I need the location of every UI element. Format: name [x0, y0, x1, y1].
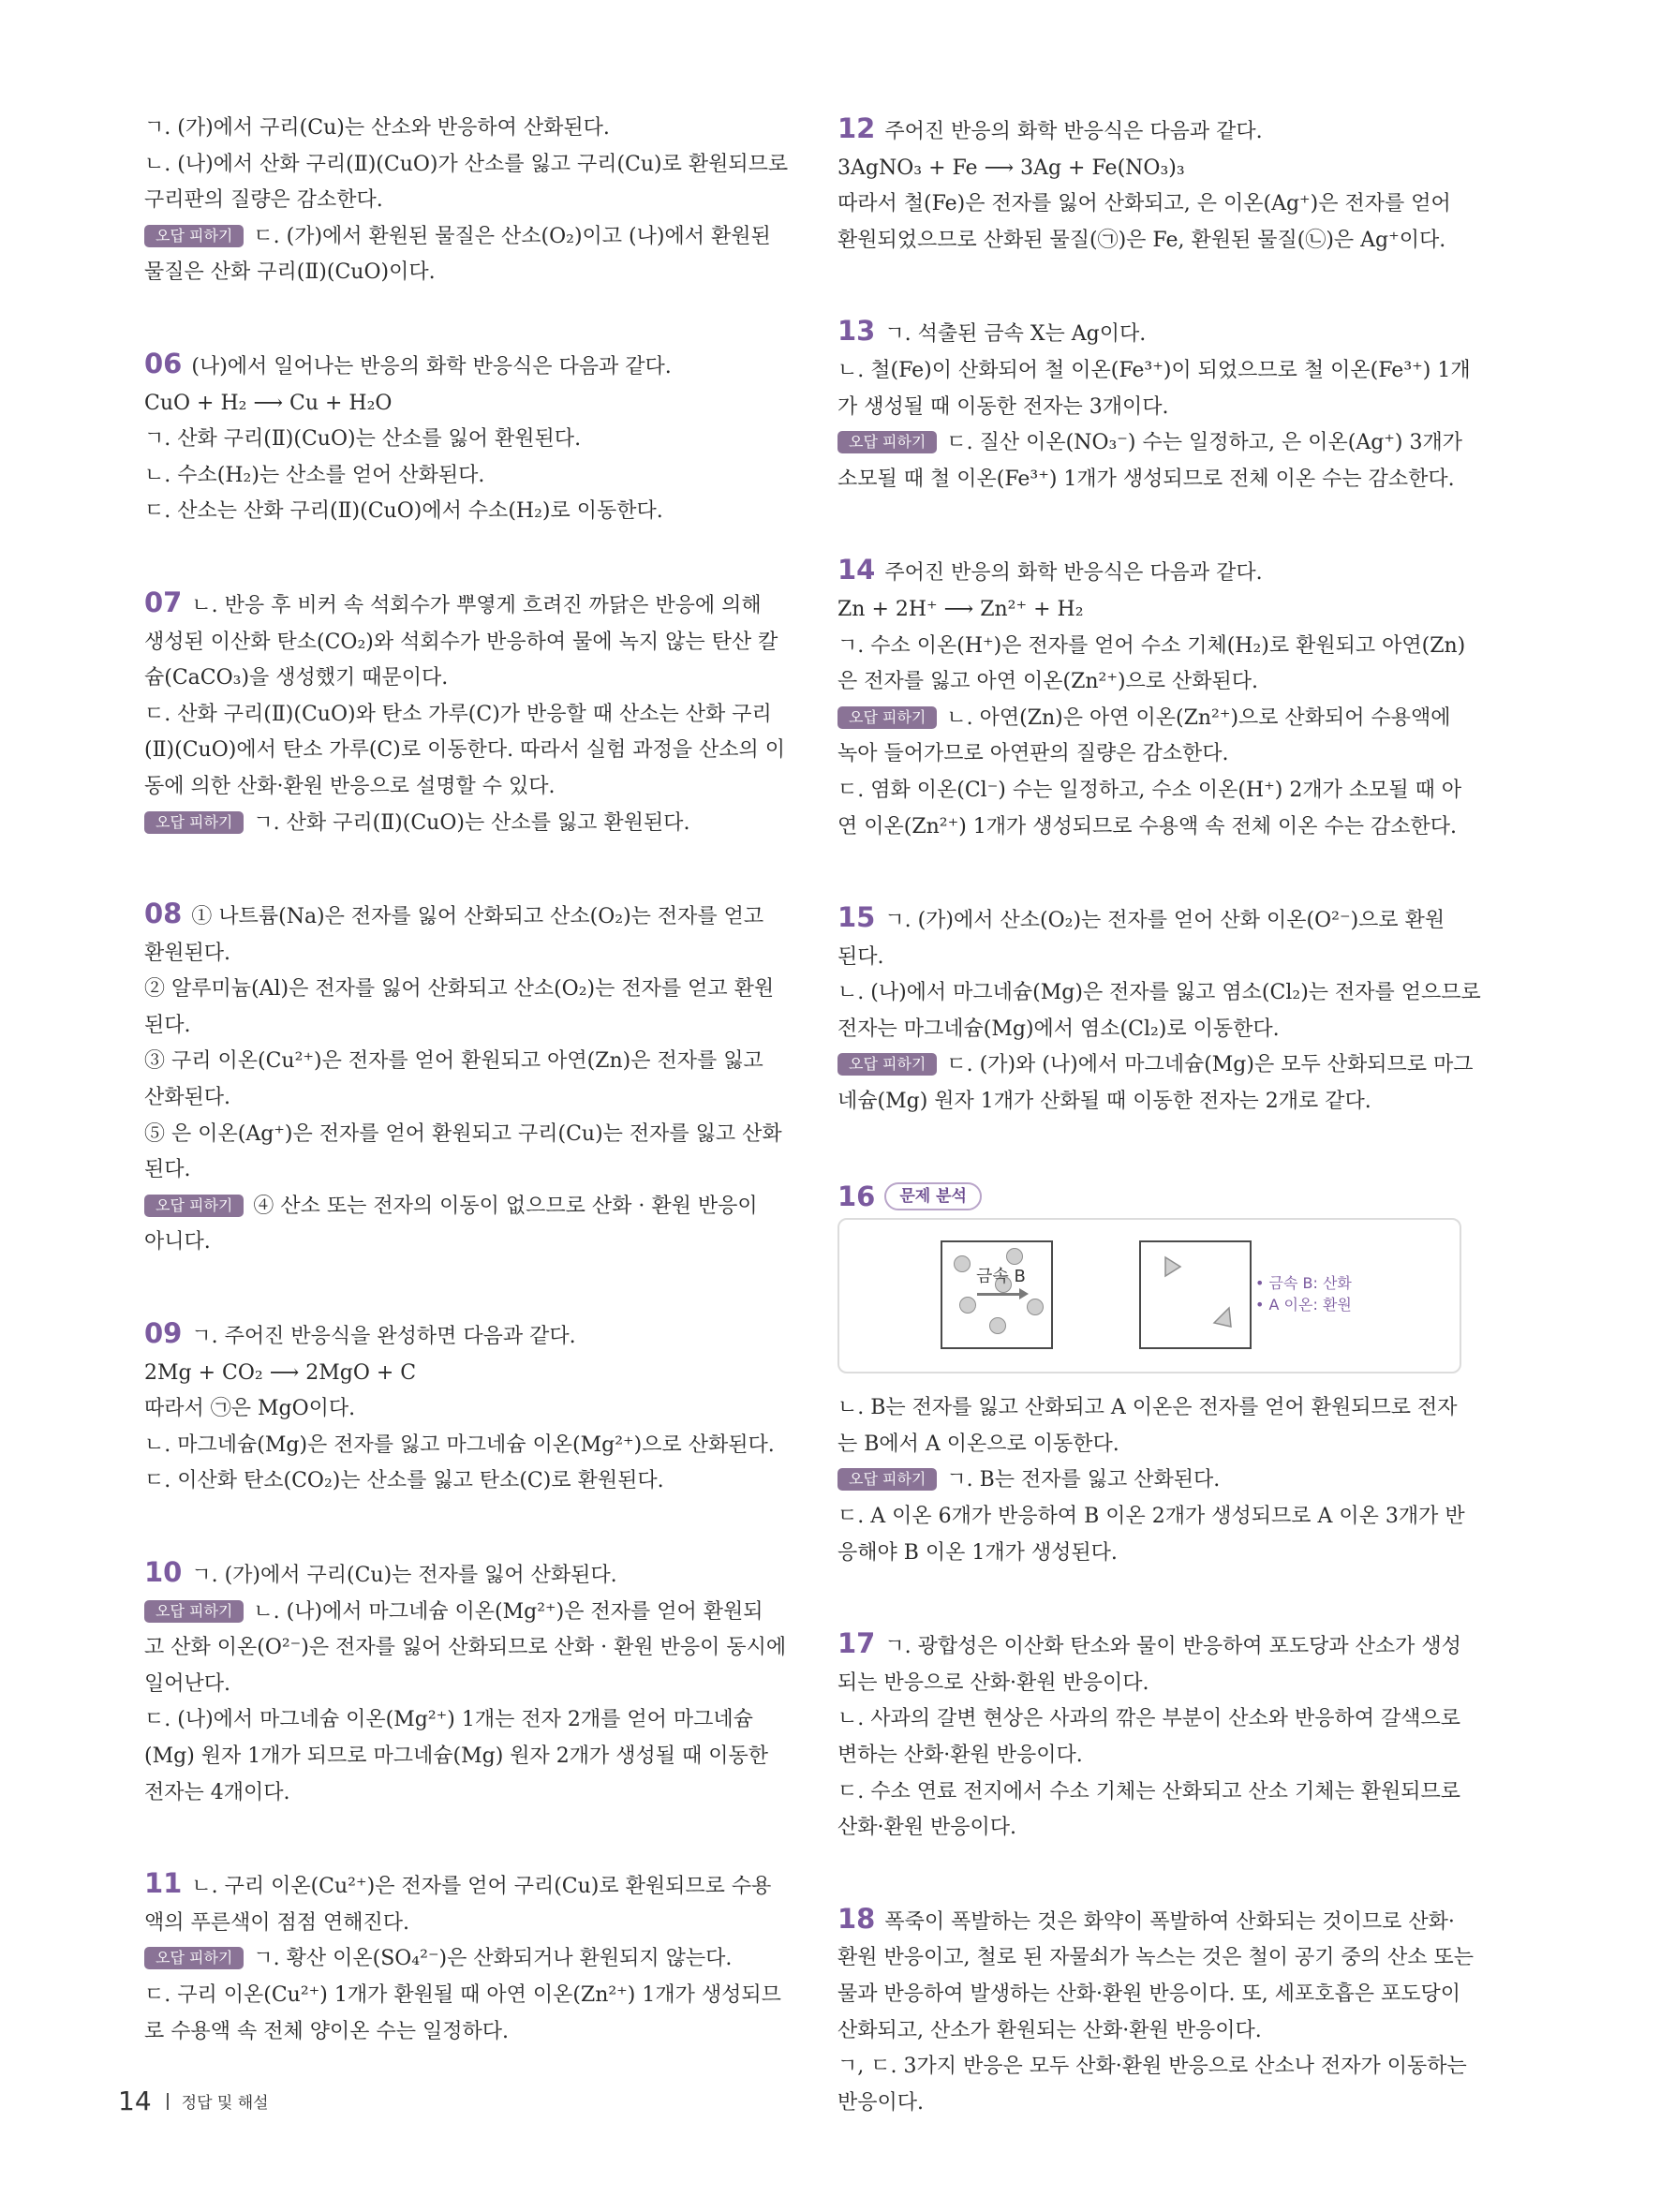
text-line: 아니다. [144, 1230, 211, 1254]
text-line: ㄴ. 수소(H₂)는 산소를 얻어 산화된다. [144, 463, 485, 487]
text-line: ㄷ. 산소는 산화 구리(Ⅱ)(CuO)에서 수소(H₂)로 이동한다. [144, 499, 663, 524]
answer-17 [837, 1626, 1460, 1847]
a-ion [954, 1255, 971, 1272]
reaction-figure [837, 1218, 1461, 1373]
question-number: 12 [837, 112, 876, 144]
avoid-badge: 오답 피하기 [837, 1468, 937, 1491]
text-line: ④ 산소 또는 전자의 이동이 없으므로 산화 · 환원 반응이 [253, 1194, 758, 1218]
answer-16 [837, 1179, 1465, 1572]
text-line: 산화된다. [144, 1086, 231, 1110]
text-line: ㄱ. 산화 구리(Ⅱ)(CuO)는 산소를 잃고 환원된다. [253, 810, 690, 835]
text-line: ㄱ. 주어진 반응식을 완성하면 다음과 같다. [191, 1325, 576, 1349]
question-number: 18 [837, 1902, 876, 1935]
beaker-after [1139, 1240, 1252, 1349]
note-metal-b: • 금속 B: 산화 [1255, 1274, 1352, 1293]
text-line: (Ⅱ)(CuO)에서 탄소 가루(C)로 이동한다. 따라서 실험 과정을 산소의 이 [144, 738, 786, 763]
text-line: ㄴ. 반응 후 비커 속 석회수가 뿌옇게 흐려진 까닭은 반응에 의해 [191, 593, 762, 617]
text-line: ㄱ, ㄷ. 3가지 반응은 모두 산화·환원 반응으로 산소나 전자가 이동하는 [837, 2055, 1467, 2079]
text-line: 산화·환원 반응이다. [837, 1816, 1016, 1840]
text-line: ㄱ. 광합성은 이산화 탄소와 물이 반응하여 포도당과 산소가 생성 [884, 1635, 1461, 1659]
text-line: 생성된 이산화 탄소(CO₂)와 석회수가 반응하여 물에 녹지 않는 탄산 칼 [144, 630, 778, 654]
text-line: 되는 반응으로 산화·환원 반응이다. [837, 1670, 1149, 1695]
answer-07 [144, 585, 786, 841]
text-line: 물질은 산화 구리(Ⅱ)(CuO)이다. [144, 260, 436, 285]
a-ion [1027, 1299, 1044, 1315]
text-line: ㄱ. 수소 이온(H⁺)은 전자를 얻어 수소 기체(H₂)로 환원되고 아연(Zn) [837, 633, 1466, 658]
answer-08 [144, 896, 782, 1261]
text-line: 네슘(Mg) 원자 1개가 산화될 때 이동한 전자는 2개로 같다. [837, 1090, 1371, 1114]
text-line: 된다. [837, 944, 884, 969]
text-line: ㄴ. 아연(Zn)은 아연 이온(Zn²⁺)으로 산화되어 수용액에 [946, 705, 1451, 730]
avoid-badge: 오답 피하기 [144, 1947, 244, 1969]
text-line: ① 나트륨(Na)은 전자를 잃어 산화되고 산소(O₂)는 전자를 얻고 [191, 905, 764, 929]
text-line: 구리판의 질량은 감소한다. [144, 188, 383, 213]
equation: CuO + H₂ ⟶ Cu + H₂O [144, 391, 393, 415]
equation: 2Mg + CO₂ ⟶ 2MgO + C [144, 1360, 417, 1385]
answer-05 [144, 111, 789, 291]
text-line: ㄱ. 산화 구리(Ⅱ)(CuO)는 산소를 잃어 환원된다. [144, 427, 582, 452]
text-line: ㄴ. 철(Fe)이 산화되어 철 이온(Fe³⁺)이 되었으므로 철 이온(Fe³⁺) 1개 [837, 358, 1471, 382]
text-line: ㄷ. 구리 이온(Cu²⁺) 1개가 환원될 때 아연 이온(Zn²⁺) 1개가 생성되므 [144, 1982, 781, 2007]
text-line: ㄷ. 염화 이온(Cl⁻) 수는 일정하고, 수소 이온(H⁺) 2개가 소모될 때 아 [837, 778, 1462, 802]
text-line: 응해야 B 이온 1개가 생성된다. [837, 1540, 1118, 1565]
text-line: ③ 구리 이온(Cu²⁺)은 전자를 얻어 환원되고 아연(Zn)은 전자를 잃고 [144, 1049, 763, 1074]
answer-12 [837, 111, 1460, 259]
text-line: 따라서 철(Fe)은 전자를 잃어 산화되고, 은 이온(Ag⁺)은 전자를 얻어 [837, 192, 1451, 216]
avoid-badge: 오답 피하기 [837, 431, 937, 453]
footer-divider [167, 2093, 169, 2110]
text-line: ㄱ. 석출된 금속 X는 Ag이다. [884, 322, 1147, 347]
text-line: ㄷ. 수소 연료 전지에서 수소 기체는 산화되고 산소 기체는 환원되므로 [837, 1779, 1460, 1804]
a-ion [959, 1297, 976, 1314]
answer-18 [837, 1901, 1474, 2122]
text-line: 따라서 ㉠은 MgO이다. [144, 1397, 356, 1421]
text-line: 은 전자를 잃고 아연 이온(Zn²⁺)으로 산화된다. [837, 670, 1259, 694]
text-line: ㄴ. 마그네슘(Mg)은 전자를 잃고 마그네슘 이온(Mg²⁺)으로 산화된다. [144, 1433, 775, 1457]
text-line: 액의 푸른색이 점점 연해진다. [144, 1910, 409, 1935]
text-line: 환원되었으므로 산화된 물질(㉠)은 Fe, 환원된 물질(㉡)은 Ag⁺이다. [837, 228, 1446, 252]
left-column [144, 111, 789, 2050]
equation: 3AgNO₃ + Fe ⟶ 3Ag + Fe(NO₃)₃ [837, 156, 1185, 180]
avoid-badge: 오답 피하기 [837, 1053, 937, 1076]
text-line: 물과 반응하여 발생하는 산화·환원 반응이다. 또, 세포호흡은 포도당이 [837, 1982, 1460, 2006]
text-line: ㄴ. B는 전자를 잃고 산화되고 A 이온은 전자를 얻어 환원되므로 전자 [837, 1396, 1458, 1420]
text-line: ㄷ. (나)에서 마그네슘 이온(Mg²⁺) 1개는 전자 2개를 얻어 마그네슘 [144, 1708, 753, 1732]
avoid-badge: 오답 피하기 [144, 1600, 244, 1623]
text-line: ㄱ. 황산 이온(SO₄²⁻)은 산화되거나 환원되지 않는다. [253, 1947, 733, 1971]
question-number: 10 [144, 1556, 183, 1588]
page-footer [118, 2086, 269, 2116]
text-line: 주어진 반응의 화학 반응식은 다음과 같다. [884, 561, 1263, 586]
question-number: 17 [837, 1627, 876, 1660]
answer-14 [837, 552, 1466, 845]
equation: Zn + 2H⁺ ⟶ Zn²⁺ + H₂ [837, 597, 1084, 621]
text-line: 가 생성될 때 이동한 전자는 3개이다. [837, 394, 1169, 419]
b-ion-triangle [1165, 1257, 1180, 1276]
text-line: 연 이온(Zn²⁺) 1개가 생성되므로 수용액 속 전체 이온 수는 감소한다. [837, 814, 1458, 839]
text-line: (Mg) 원자 1개가 되므로 마그네슘(Mg) 원자 2개가 생성될 때 이동한 [144, 1744, 769, 1768]
text-line: 환원 반응이고, 철로 된 자물쇠가 녹스는 것은 철이 공기 중의 산소 또는 [837, 1946, 1474, 1970]
text-line: ㄴ. (나)에서 마그네슘(Mg)은 전자를 잃고 염소(Cl₂)는 전자를 얻으므로 [837, 981, 1481, 1005]
text-line: ㄷ. 산화 구리(Ⅱ)(CuO)와 탄소 가루(C)가 반응할 때 산소는 산화 구리 [144, 702, 772, 726]
text-line: ㄱ. B는 전자를 잃고 산화된다. [946, 1468, 1221, 1492]
question-number: 06 [144, 347, 183, 379]
text-line: 전자는 마그네슘(Mg)에서 염소(Cl₂)로 이동한다. [837, 1017, 1280, 1041]
text-line: ② 알루미늄(Al)은 전자를 잃어 산화되고 산소(O₂)는 전자를 얻고 환원 [144, 977, 775, 1002]
question-number: 15 [837, 901, 876, 934]
page-number: 14 [118, 2086, 152, 2116]
text-line: 전자는 4개이다. [144, 1780, 290, 1804]
answer-11 [144, 1865, 781, 2050]
answer-15 [837, 899, 1481, 1121]
right-column [837, 111, 1481, 2121]
text-line: 산화되고, 산소가 환원되는 산화·환원 반응이다. [837, 2018, 1262, 2042]
question-number: 14 [837, 554, 876, 586]
text-line: ⑤ 은 이온(Ag⁺)은 전자를 얻어 환원되고 구리(Cu)는 전자를 잃고 산화 [144, 1121, 782, 1146]
answer-06 [144, 346, 767, 530]
text-line: ㄴ. (나)에서 마그네슘 이온(Mg²⁺)은 전자를 얻어 환원되 [253, 1599, 763, 1624]
text-line: 고 산화 이온(O²⁻)은 전자를 잃어 산화되므로 산화 · 환원 반응이 동시에 [144, 1636, 787, 1660]
text-line: 로 수용액 속 전체 양이온 수는 일정하다. [144, 2019, 509, 2043]
answer-10 [144, 1554, 787, 1811]
text-line: 동에 의한 산화·환원 반응으로 설명할 수 있다. [144, 774, 556, 798]
text-line: 소모될 때 철 이온(Fe³⁺) 1개가 생성되므로 전체 이온 수는 감소한다. [837, 467, 1455, 491]
avoid-badge: 오답 피하기 [144, 225, 244, 247]
avoid-badge: 오답 피하기 [837, 706, 937, 729]
text-line: ㄷ. A 이온 6개가 반응하여 B 이온 2개가 생성되므로 A 이온 3개가 반 [837, 1505, 1465, 1529]
avoid-badge: 오답 피하기 [144, 811, 244, 834]
text-line: ㄷ. 이산화 탄소(CO₂)는 산소를 잃고 탄소(C)로 환원된다. [144, 1469, 664, 1493]
text-line: ㄴ. 사과의 갈변 현상은 사과의 깎은 부분이 산소와 반응하여 갈색으로 [837, 1707, 1460, 1731]
avoid-badge: 오답 피하기 [144, 1195, 244, 1217]
text-line: 녹아 들어가므로 아연판의 질량은 감소한다. [837, 742, 1229, 766]
text-line: 일어난다. [144, 1671, 231, 1696]
text-line: ㄴ. (나)에서 산화 구리(Ⅱ)(CuO)가 산소를 잃고 구리(Cu)로 환원되므로 [144, 152, 789, 176]
text-line: ㄷ. 질산 이온(NO₃⁻) 수는 일정하고, 은 이온(Ag⁺) 3개가 [946, 431, 1462, 455]
figure-notes [1255, 1272, 1352, 1315]
question-number: 07 [144, 586, 183, 618]
text-line: ㄴ. 구리 이온(Cu²⁺)은 전자를 얻어 구리(Cu)로 환원되므로 수용 [191, 1875, 772, 1899]
arrow-icon [977, 1293, 1020, 1296]
text-line: ㄱ. (가)에서 구리(Cu)는 전자를 잃어 산화된다. [191, 1564, 617, 1587]
text-line: ㄱ. (가)에서 구리(Cu)는 산소와 반응하여 산화된다. [144, 116, 610, 140]
question-number: 16 [837, 1180, 876, 1212]
text-line: 는 B에서 A 이온으로 이동한다. [837, 1432, 1119, 1456]
text-line: 된다. [144, 1013, 191, 1037]
b-ion-triangle [1214, 1308, 1231, 1327]
answer-09 [144, 1315, 775, 1500]
a-ion [989, 1317, 1006, 1334]
answer-13 [837, 313, 1471, 497]
text-line: 주어진 반응의 화학 반응식은 다음과 같다. [884, 120, 1263, 143]
text-line: 환원된다. [144, 941, 231, 965]
problem-analysis-tag: 문제 분석 [884, 1182, 982, 1210]
question-number: 09 [144, 1317, 183, 1350]
text-line: 슘(CaCO₃)을 생성했기 때문이다. [144, 666, 449, 690]
text-line: ㄱ. (가)에서 산소(O₂)는 전자를 얻어 산화 이온(O²⁻)으로 환원 [884, 909, 1445, 933]
note-a-ion: • A 이온: 환원 [1255, 1296, 1352, 1314]
text-line: 변하는 산화·환원 반응이다. [837, 1744, 1083, 1767]
text-line: 반응이다. [837, 2090, 925, 2115]
text-line: ㄷ. (가)와 (나)에서 마그네슘(Mg)은 모두 산화되므로 마그 [946, 1053, 1474, 1077]
question-number: 08 [144, 898, 183, 930]
metal-b-label: 금속 B [976, 1267, 1026, 1287]
text-line: 된다. [144, 1158, 191, 1182]
b-ion-triangles [1141, 1242, 1250, 1347]
text-line: 폭죽이 폭발하는 것은 화약이 폭발하여 산화되는 것이므로 산화· [884, 1909, 1455, 1934]
text-line: ㄷ. (가)에서 환원된 물질은 산소(O₂)이고 (나)에서 환원된 [253, 224, 771, 248]
footer-label: 정답 및 해설 [181, 2094, 269, 2113]
text-line: (나)에서 일어나는 반응의 화학 반응식은 다음과 같다. [191, 354, 672, 379]
question-number: 13 [837, 315, 876, 348]
question-number: 11 [144, 1867, 183, 1900]
